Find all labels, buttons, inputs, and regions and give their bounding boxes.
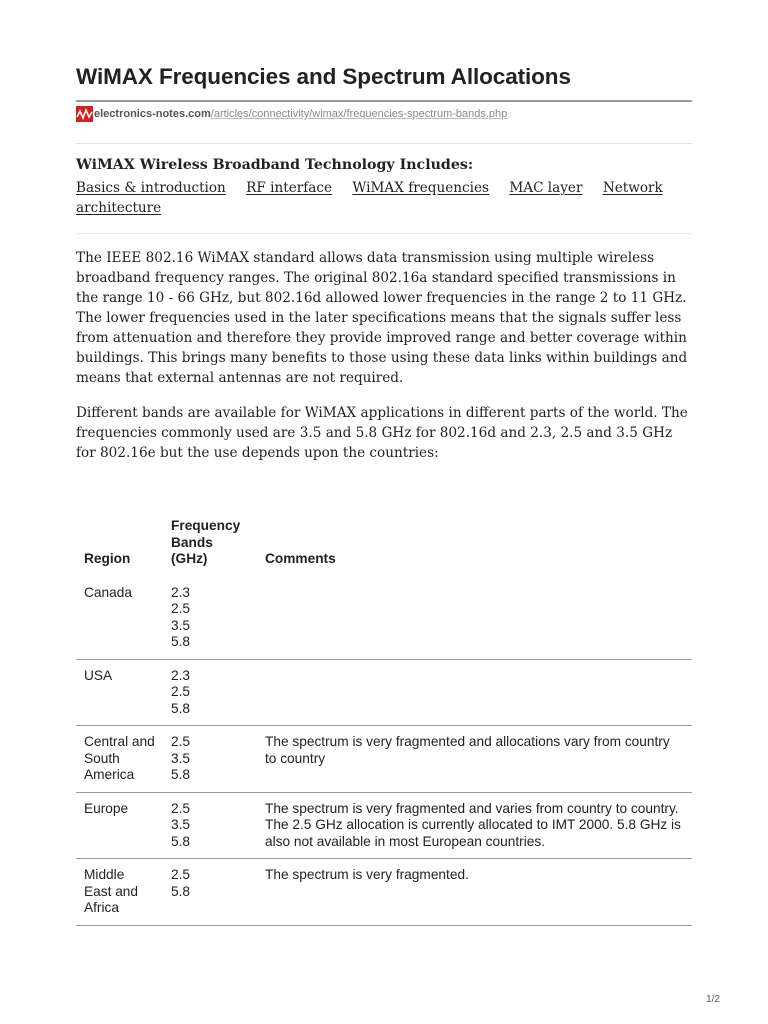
bands-cell (163, 726, 257, 793)
includes-heading: WiMAX Wireless Broadband Technology Includes: (76, 157, 474, 173)
topic-links (76, 178, 676, 218)
table-row (76, 859, 692, 926)
region-cell: Europe (76, 792, 163, 859)
region-cell: Middle East and Africa (76, 859, 163, 926)
link-wimax-frequencies[interactable]: WiMAX frequencies (352, 180, 490, 196)
band-value: 2.5 (171, 800, 191, 816)
band-value: 2.3 (171, 584, 191, 600)
source-url[interactable] (76, 105, 507, 123)
table-header-row (76, 518, 692, 577)
band-value: 2.5 (171, 684, 191, 699)
band-value: 3.5 (171, 617, 191, 633)
divider (76, 143, 692, 144)
band-value: 5.8 (171, 634, 191, 649)
comments-cell (257, 577, 692, 660)
band-value: 5.8 (171, 700, 191, 716)
band-value: 2.3 (171, 667, 191, 683)
url-path[interactable]: /articles/connectivity/wimax/frequencies-spectrum-bands.php (210, 108, 508, 120)
comments-cell (257, 659, 692, 726)
bands-cell (163, 792, 257, 859)
band-value: 2.5 (171, 867, 191, 882)
band-value: 3.5 (171, 750, 191, 766)
comments-cell: The spectrum is very fragmented. (257, 859, 692, 926)
header-comments: Comments (265, 551, 336, 566)
band-value: 5.8 (171, 767, 191, 782)
region-cell: USA (76, 659, 163, 726)
table-row (76, 792, 692, 859)
intro-paragraph: The IEEE 802.16 WiMAX standard allows data transmission using multiple wireless broadband frequency ranges. The original 802.16a standard specified transmissions in the range 10 - 66 GHz, but 802.16d allowed lower frequencies in the range 2 to 11 GHz. The lower frequencies used in the later specifications means that the signals suffer less from attenuation and therefore they provide improved range and better coverage within buildings. This brings many benefits to those using these data links within buildings and means that external antennas are not required. (76, 250, 688, 386)
comments-cell: The spectrum is very fragmented and varies from country to country. The 2.5 GHz allocation is currently allocated to IMT 2000. 5.8 GHz is also not available in most European countries. (257, 792, 692, 859)
page-number: 1/2 (706, 994, 720, 1005)
frequency-bands-table (76, 518, 692, 926)
link-basics-introduction[interactable]: Basics & introduction (76, 180, 226, 196)
header-region: Region (84, 551, 131, 566)
region-cell: Central and South America (76, 726, 163, 793)
band-value: 2.5 (171, 734, 191, 749)
title-divider (76, 100, 692, 102)
link-rf-interface[interactable]: RF interface (246, 180, 333, 196)
band-value: 3.5 (171, 817, 191, 832)
divider (76, 233, 692, 234)
table-row (76, 726, 692, 793)
table-row (76, 577, 692, 660)
bands-paragraph: Different bands are available for WiMAX applications in different parts of the world. The frequencies commonly used are 3.5 and 5.8 GHz for 802.16d and 2.3, 2.5 and 3.5 GHz for 802.16e but the use depends upon the countries: (76, 405, 688, 461)
link-network-architecture[interactable]: Network architecture (76, 180, 663, 216)
url-domain[interactable]: electronics-notes.com (94, 108, 211, 120)
band-value: 5.8 (171, 883, 191, 899)
header-frequency-bands: Frequency Bands (GHz) (171, 518, 241, 566)
page-title: WiMAX Frequencies and Spectrum Allocations (76, 64, 571, 89)
electronics-notes-logo-icon (76, 106, 93, 122)
bands-cell (163, 659, 257, 726)
link-mac-layer[interactable]: MAC layer (509, 180, 583, 196)
band-value: 2.5 (171, 601, 191, 616)
comments-cell: The spectrum is very fragmented and allocations vary from country to country (257, 726, 692, 793)
region-cell: Canada (84, 584, 132, 600)
band-value: 5.8 (171, 833, 191, 849)
table-row (76, 659, 692, 726)
bands-cell (163, 859, 257, 926)
bands-cell (163, 577, 257, 660)
